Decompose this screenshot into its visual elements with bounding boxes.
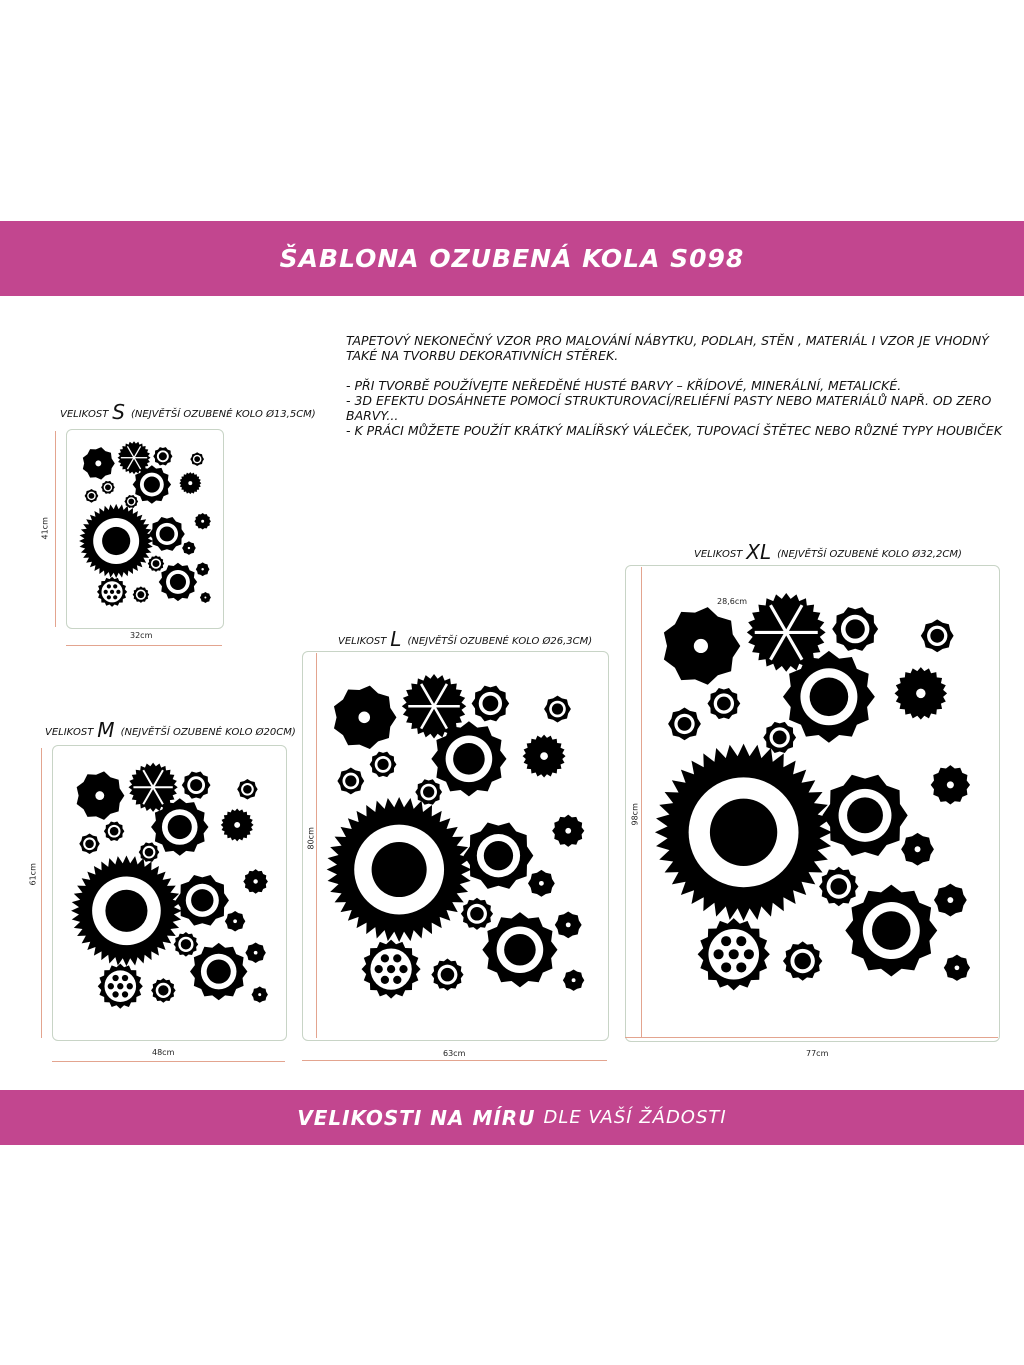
- gear-dot-icon: [736, 936, 746, 946]
- gear-hub-icon: [377, 759, 388, 770]
- gear-hub-icon: [423, 786, 434, 797]
- gear-hub-icon: [85, 839, 94, 848]
- height-label-m: 61cm: [28, 863, 38, 886]
- size-s-label: [60, 400, 316, 424]
- size-letter: M: [97, 718, 115, 742]
- height-label-s: 41cm: [40, 517, 50, 540]
- gear-hub-icon: [144, 476, 160, 492]
- size-prefix: VELIKOST: [60, 409, 109, 420]
- gear-dot-icon: [729, 949, 739, 959]
- gear-pattern: [67, 430, 223, 628]
- stencil-preview-l: [302, 651, 609, 1041]
- gear-hole-icon: [947, 897, 953, 903]
- size-note: (NEJVĚTŠÍ OZUBENÉ KOLO Ø26,3CM): [407, 636, 593, 647]
- gear-hub-icon: [847, 797, 883, 833]
- width-label-l: 63cm: [443, 1049, 466, 1058]
- gear-hole-icon: [947, 781, 954, 788]
- description-line-2: TAKÉ NA TVORBU DEKORATIVNÍCH STĚREK.: [346, 348, 619, 363]
- gear-hub-icon: [181, 939, 191, 949]
- gear-dot-icon: [381, 976, 389, 984]
- gear-hole-icon: [540, 752, 548, 760]
- title-banner: [0, 221, 1024, 296]
- gear-dot-icon: [113, 595, 117, 599]
- gear-hub-icon: [170, 574, 186, 590]
- gear-hub-icon: [872, 911, 911, 950]
- gear-dot-icon: [393, 954, 401, 962]
- gear-pattern: [626, 566, 999, 1041]
- gear-hub-icon: [110, 827, 119, 836]
- gear-dot-icon: [122, 991, 128, 997]
- gear-dot-icon: [113, 584, 117, 588]
- size-letter: XL: [746, 540, 772, 564]
- gear-hole-icon: [539, 881, 544, 886]
- gear-dot-icon: [744, 949, 754, 959]
- gear-hole-icon: [566, 922, 571, 927]
- gear-hole-icon: [253, 879, 257, 883]
- gear-hub-icon: [159, 526, 174, 541]
- gear-dot-icon: [107, 584, 111, 588]
- width-line-s: [66, 645, 222, 646]
- gear-dot-icon: [107, 595, 111, 599]
- gear-dot-icon: [112, 991, 118, 997]
- gear-hub-icon: [810, 677, 849, 716]
- gear-pattern: [53, 746, 286, 1040]
- gear-hole-icon: [234, 822, 240, 828]
- gear-hub-icon: [470, 907, 484, 921]
- gear-hole-icon: [188, 547, 190, 549]
- gear-hub-icon: [846, 619, 865, 638]
- gear-hole-icon: [258, 993, 261, 996]
- gear-dot-icon: [117, 983, 123, 989]
- width-label-xl: 77cm: [806, 1049, 829, 1058]
- gear-hole-icon: [955, 965, 960, 970]
- gear-hole-icon: [565, 828, 571, 834]
- gear-dot-icon: [122, 975, 128, 981]
- gear-hub-icon: [930, 629, 944, 643]
- gear-dot-icon: [393, 976, 401, 984]
- size-letter: L: [390, 627, 402, 651]
- gear-dot-icon: [116, 590, 120, 594]
- gear-hole-icon: [201, 520, 204, 523]
- description: [346, 333, 1006, 438]
- size-l-label: [338, 627, 592, 651]
- gear-hub-icon: [710, 799, 777, 866]
- gear-hub-icon: [168, 815, 192, 839]
- gear-dot-icon: [721, 962, 731, 972]
- gear-hub-icon: [137, 591, 144, 598]
- size-xl-label: [694, 540, 962, 564]
- custom-size-text: DLE VAŠÍ ŽÁDOSTI: [543, 1107, 727, 1128]
- gear-hub-icon: [190, 779, 202, 791]
- gear-hub-icon: [830, 878, 847, 895]
- gear-hub-icon: [504, 934, 536, 966]
- gear-hub-icon: [773, 731, 787, 745]
- gear-dot-icon: [399, 965, 407, 973]
- gear-hub-icon: [484, 841, 513, 870]
- gear-hub-icon: [158, 985, 168, 995]
- gear-hub-icon: [441, 968, 455, 982]
- gear-hub-icon: [453, 743, 485, 775]
- size-prefix: VELIKOST: [45, 727, 94, 738]
- stencil-preview-s: [66, 429, 224, 629]
- size-prefix: VELIKOST: [338, 636, 387, 647]
- gear-dot-icon: [112, 975, 118, 981]
- height-line-l: [316, 653, 317, 1038]
- width-label-m: 48cm: [152, 1048, 175, 1057]
- gear-hub-icon: [243, 785, 252, 794]
- gear-hole-icon: [233, 919, 237, 923]
- gear-dot-icon: [110, 590, 114, 594]
- gear-hole-icon: [95, 791, 104, 800]
- gear-dot-icon: [387, 965, 395, 973]
- gear-hub-icon: [105, 484, 111, 490]
- gear-dot-icon: [736, 962, 746, 972]
- size-prefix: VELIKOST: [694, 549, 743, 560]
- gear-hub-icon: [372, 842, 427, 897]
- gear-hub-icon: [159, 452, 167, 460]
- gear-hub-icon: [153, 560, 160, 567]
- gear-hub-icon: [105, 890, 147, 932]
- custom-size-bold: VELIKOSTI NA MÍRU: [297, 1105, 536, 1130]
- width-line-l: [302, 1060, 607, 1061]
- gear-hub-icon: [89, 493, 95, 499]
- gear-hub-icon: [194, 456, 200, 462]
- bullet-3: - K PRÁCI MŮŽETE POUŽÍT KRÁTKÝ MALÍŘSKÝ VÁLEČEK, TUPOVACÍ ŠTĚTEC NEBO RŮZNÉ TYPY HOUBIČEK: [346, 423, 1003, 438]
- gear-hole-icon: [694, 639, 708, 653]
- size-note: (NEJVĚTŠÍ OZUBENÉ KOLO Ø20CM): [120, 727, 296, 738]
- gear-hub-icon: [102, 527, 130, 555]
- gear-dot-icon: [375, 965, 383, 973]
- height-line-s: [55, 431, 56, 627]
- gear-hole-icon: [254, 951, 258, 955]
- gear-hub-icon: [191, 889, 213, 911]
- height-label-l: 80cm: [306, 827, 316, 850]
- gear-hub-icon: [207, 959, 231, 983]
- gear-hole-icon: [95, 460, 101, 466]
- size-m-label: [45, 718, 296, 742]
- gear-dot-icon: [127, 983, 133, 989]
- gear-hole-icon: [915, 846, 921, 852]
- gear-dot-icon: [381, 954, 389, 962]
- height-label-xl: 98cm: [630, 803, 640, 826]
- gear-hub-icon: [552, 703, 563, 714]
- gear-hub-icon: [345, 775, 356, 786]
- gear-hub-icon: [678, 717, 692, 731]
- bullet-1: - PŘI TVORBĚ POUŽÍVEJTE NEŘEDĚNÉ HUSTÉ BARVY – KŘÍDOVÉ, MINERÁLNÍ, METALICKÉ.: [346, 378, 902, 393]
- gear-dot-icon: [714, 949, 724, 959]
- gear-dot-icon: [104, 590, 108, 594]
- gear-hole-icon: [201, 568, 203, 570]
- size-note: (NEJVĚTŠÍ OZUBENÉ KOLO Ø13,5CM): [131, 409, 316, 420]
- size-letter: S: [112, 400, 125, 424]
- gear-diameter-label-xl: 28,6cm: [717, 597, 748, 606]
- width-line-m: [52, 1061, 285, 1062]
- page-title: ŠABLONA OZUBENÁ KOLA S098: [279, 244, 745, 273]
- gear-hub-icon: [128, 499, 134, 505]
- size-note: (NEJVĚTŠÍ OZUBENÉ KOLO Ø32,2CM): [777, 549, 962, 560]
- gear-hole-icon: [188, 481, 192, 485]
- custom-size-banner: [0, 1090, 1024, 1145]
- gear-dot-icon: [721, 936, 731, 946]
- gear-hub-icon: [483, 696, 499, 712]
- gear-hub-icon: [145, 848, 154, 857]
- gear-dot-icon: [108, 983, 114, 989]
- gear-hole-icon: [916, 689, 925, 698]
- gear-hole-icon: [572, 978, 576, 982]
- gear-pattern: [303, 652, 608, 1040]
- height-line-xl: [641, 567, 642, 1037]
- height-line-m: [41, 748, 42, 1038]
- width-label-s: 32cm: [130, 631, 153, 640]
- stencil-preview-m: [52, 745, 287, 1041]
- gear-hole-icon: [204, 596, 206, 598]
- gear-hub-icon: [794, 953, 811, 970]
- stencil-preview-xl: [625, 565, 1000, 1042]
- width-line-xl: [625, 1037, 998, 1038]
- description-line-1: TAPETOVÝ NEKONEČNÝ VZOR PRO MALOVÁNÍ NÁBYTKU, PODLAH, STĚN , MATERIÁL I VZOR JE VHODNÝ: [346, 333, 989, 348]
- bullet-2: - 3D EFEKTU DOSÁHNETE POMOCÍ STRUKTUROVACÍ/RELIÉFNÍ PASTY NEBO MATERIÁLŮ NAPŘ. OD ZERO BARVY...: [346, 393, 992, 423]
- gear-hole-icon: [358, 712, 370, 724]
- gear-hub-icon: [717, 697, 731, 711]
